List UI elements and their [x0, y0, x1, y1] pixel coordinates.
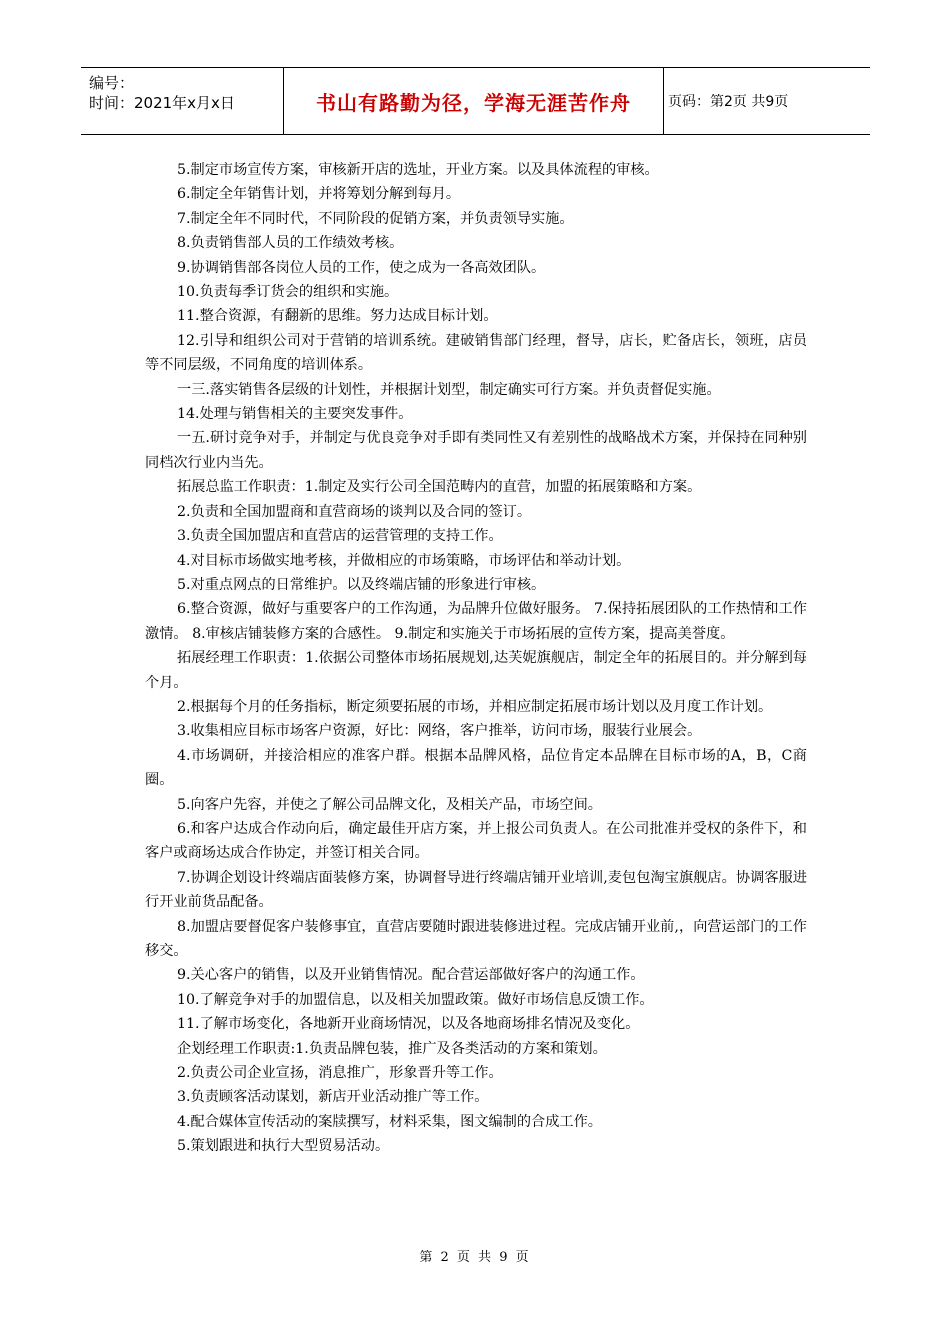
body-paragraph: 9.关心客户的销售，以及开业销售情况。配合营运部做好客户的沟通工作。: [177, 967, 645, 984]
document-date-label: 时间：2021年x月x日: [89, 94, 235, 112]
body-paragraph: 7.制定全年不同时代，不同阶段的促销方案，并负责领导实施。: [177, 210, 574, 227]
body-paragraph: 3.收集相应目标市场客户资源，好比：网络，客户推举，访问市场，服装行业展会。: [177, 723, 702, 740]
footer-page-number: 第 2 页 共 9 页: [419, 1250, 531, 1265]
body-paragraph: 10.负责每季订货会的组织和实施。: [177, 284, 399, 301]
page-header: [81, 67, 870, 135]
body-paragraph: 企划经理工作职责:1.负责品牌包装，推广及各类活动的方案和策划。: [177, 1040, 607, 1057]
body-paragraph: 12.引导和组织公司对于营销的培训系统。建破销售部门经理，督导，店长，贮备店长，领班，店员等不同层级，不同角度的培训体系。: [145, 332, 807, 374]
body-paragraph: 拓展经理工作职责：1.依据公司整体市场拓展规划,达芙妮旗舰店，制定全年的拓展目的。并分解到每个月。: [145, 650, 807, 691]
body-paragraph: 拓展总监工作职责：1.制定及实行公司全国范畴内的直营，加盟的拓展策略和方案。: [177, 479, 702, 496]
document-code-label: 编号：: [89, 74, 135, 92]
body-paragraph: 7.协调企划设计终端店面装修方案，协调督导进行终端店铺开业培训,麦包包淘宝旗舰店。协调客服进行开业前货品配备。: [145, 869, 807, 911]
body-paragraph: 14.处理与销售相关的主要突发事件。: [177, 406, 413, 423]
body-paragraph: 10.了解竞争对手的加盟信息，以及相关加盟政策。做好市场信息反馈工作。: [177, 991, 654, 1008]
body-paragraph: 4.配合媒体宣传活动的案牍撰写，材料采集，图文编制的合成工作。: [177, 1113, 602, 1130]
header-motto-cell: [284, 68, 664, 134]
body-paragraph: 8.加盟店要督促客户装修事宜，直营店要随时跟进装修进过程。完成店铺开业前,，向营运部门的工作移交。: [145, 918, 807, 959]
body-paragraph: 4.市场调研，并接洽相应的准客户群。根据本品牌风格，品位肯定本品牌在目标市场的A，B，C商圈。: [145, 747, 807, 789]
body-paragraph: 5.制定市场宣传方案，审核新开店的选址，开业方案。以及具体流程的审核。: [177, 162, 659, 178]
body-paragraph: 2.根据每个月的任务指标，断定须要拓展的市场，并相应制定拓展市场计划以及月度工作计划。: [177, 698, 773, 715]
body-paragraph: 6.制定全年销售计划，并将筹划分解到每月。: [177, 186, 461, 203]
header-meta-cell: [81, 68, 284, 134]
body-paragraph: 11.整合资源，有翻新的思维。努力达成目标计划。: [177, 308, 498, 325]
body-paragraph: 3.负责顾客活动谋划，新店开业活动推广等工作。: [177, 1089, 489, 1106]
body-paragraph: 5.策划跟进和执行大型贸易活动。: [177, 1138, 390, 1155]
body-paragraph: 6.整合资源，做好与重要客户的工作沟通，为品牌升位做好服务。 7.保持拓展团队的工作热情和工作激情。 8.审核店铺装修方案的合感性。 9.制定和实施关于市场拓展的宣传方案，提高美誉度。: [145, 601, 807, 642]
page-footer: [0, 1246, 950, 1265]
body-paragraph: 8.负责销售部人员的工作绩效考核。: [177, 235, 404, 252]
body-paragraph: 5.向客户先容，并使之了解公司品牌文化，及相关产品，市场空间。: [177, 796, 602, 813]
body-paragraph: 一三.落实销售各层级的计划性，并根据计划型，制定确实可行方案。并负责督促实施。: [177, 381, 721, 398]
header-page-number: 页码：第2页 共9页: [668, 94, 789, 110]
body-paragraph: 3.负责全国加盟店和直营店的运营管理的支持工作。: [177, 528, 503, 545]
body-paragraph: 2.负责公司企业宣扬，消息推广，形象晋升等工作。: [177, 1065, 503, 1082]
body-paragraph: 2.负责和全国加盟商和直营商场的谈判以及合同的签订。: [177, 503, 532, 520]
header-page-cell: [664, 68, 870, 134]
document-body: [145, 158, 807, 1159]
body-paragraph: 一五.研讨竞争对手，并制定与优良竞争对手即有类同性又有差别性的战略战术方案，并保持在同种别同档次行业内当先。: [145, 430, 807, 471]
body-paragraph: 5.对重点网点的日常维护。以及终端店铺的形象进行审核。: [177, 576, 546, 593]
header-motto: 书山有路勤为径，学海无涯苦作舟: [316, 90, 631, 115]
body-paragraph: 9.协调销售部各岗位人员的工作，使之成为一各高效团队。: [177, 259, 546, 276]
body-paragraph: 6.和客户达成合作动向后，确定最佳开店方案，并上报公司负责人。在公司批准并受权的条件下，和客户或商场达成合作协定，并签订相关合同。: [145, 820, 807, 862]
body-paragraph: 11.了解市场变化，各地新开业商场情况，以及各地商场排名情况及变化。: [177, 1016, 640, 1033]
body-paragraph: 4.对目标市场做实地考核，并做相应的市场策略，市场评估和举动计划。: [177, 552, 631, 569]
